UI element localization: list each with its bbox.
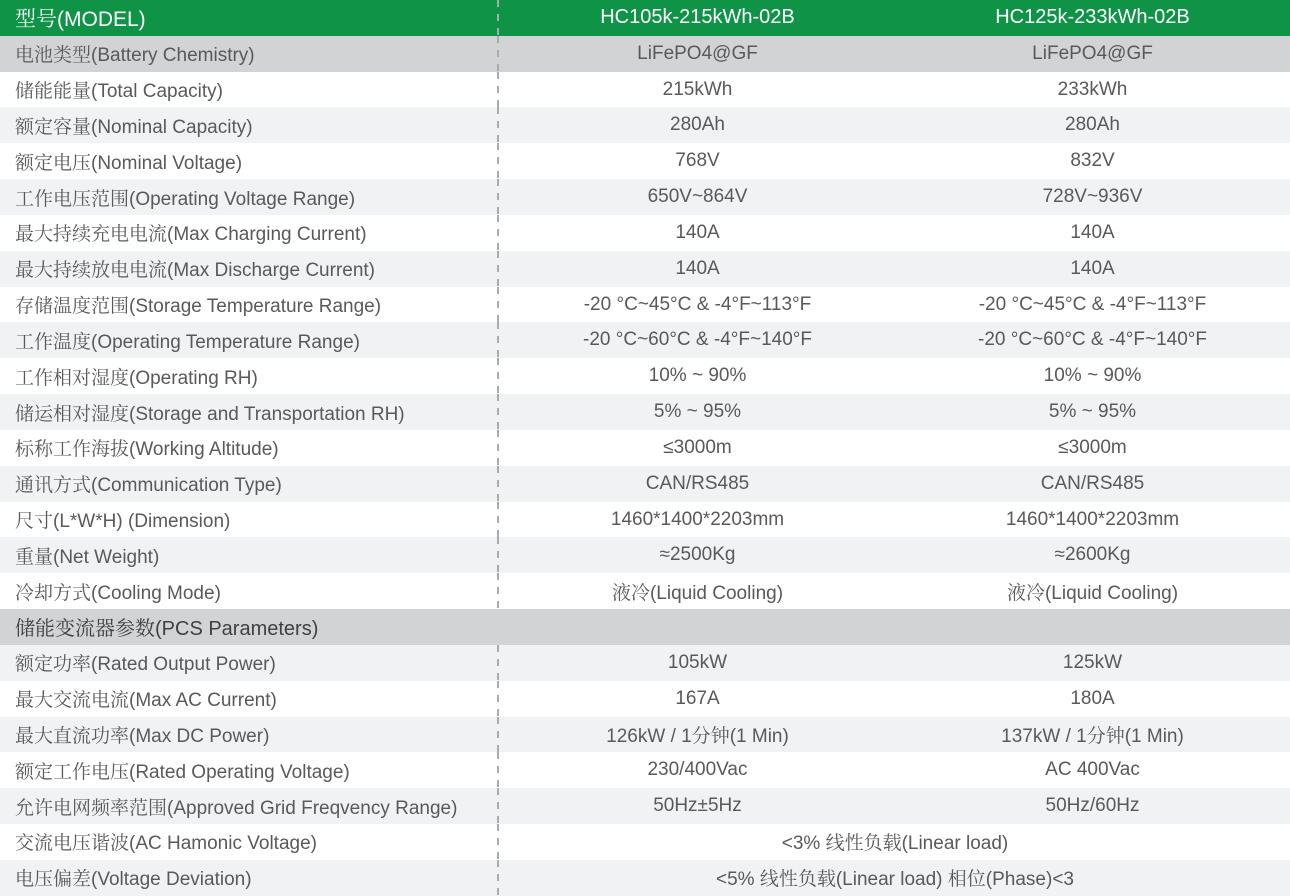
row-label: 通讯方式(Communication Type) (15, 475, 282, 497)
value-cell-1: 126kW / 1分钟(1 Min) (606, 725, 789, 747)
value-cell-2: 1460*1400*2203mm (1005, 508, 1180, 530)
row-label: 额定工作电压(Rated Operating Voltage) (15, 761, 350, 783)
table-header-row (0, 0, 1290, 36)
row-label: 标称工作海拔(Working Altitude) (15, 439, 279, 461)
table-row (0, 72, 1290, 108)
value-cell-2: 280Ah (1065, 114, 1120, 136)
value-cell-2: ≤3000m (1058, 436, 1127, 458)
row-label: 额定容量(Nominal Capacity) (15, 116, 253, 138)
table-row (0, 860, 1290, 896)
value-cell-2: 180A (1070, 687, 1115, 709)
table-body (0, 36, 1290, 896)
table-row (0, 358, 1290, 394)
value-cell-1: 140A (675, 221, 720, 243)
row-label: 储能变流器参数(PCS Parameters) (15, 618, 319, 641)
row-label: 最大持续充电电流(Max Charging Current) (15, 224, 367, 246)
table-row (0, 466, 1290, 502)
model-header-label: 型号(MODEL) (15, 7, 146, 31)
row-label: 存储温度范围(Storage Temperature Range) (15, 296, 382, 318)
table-row (0, 824, 1290, 860)
value-cell-1: LiFePO4@GF (637, 42, 758, 64)
row-label: 最大持续放电电流(Max Discharge Current) (15, 260, 375, 282)
row-label: 重量(Net Weight) (15, 546, 160, 568)
value-cell-2: AC 400Vac (1045, 759, 1140, 781)
value-cell-1: ≈2500Kg (659, 544, 736, 566)
row-label: 冷却方式(Cooling Mode) (15, 582, 221, 604)
value-cell-2: 140A (1070, 257, 1115, 279)
table-row (0, 143, 1290, 179)
value-cell-2: -20 °C~45°C & -4°F~113°F (978, 293, 1207, 315)
table-row (0, 752, 1290, 788)
table-row (0, 36, 1290, 72)
table-row (0, 788, 1290, 824)
table-row (0, 107, 1290, 143)
value-cell-2: 728V~936V (1042, 186, 1143, 208)
value-cell-2: 50Hz/60Hz (1045, 795, 1140, 817)
table-row (0, 322, 1290, 358)
row-label: 允许电网频率范围(Approved Grid Freqvency Range) (15, 797, 458, 819)
table-row (0, 537, 1290, 573)
table-row (0, 215, 1290, 251)
row-label: 工作温度(Operating Temperature Range) (15, 331, 360, 353)
value-cell-2: 137kW / 1分钟(1 Min) (1001, 725, 1184, 747)
value-cell-1: -20 °C~45°C & -4°F~113°F (583, 293, 812, 315)
table-row (0, 681, 1290, 717)
row-label: 电池类型(Battery Chemistry) (15, 45, 255, 67)
table-row (0, 502, 1290, 538)
value-cell-1: 1460*1400*2203mm (610, 508, 785, 530)
value-cell-2: ≈2600Kg (1054, 544, 1131, 566)
value-cell-1: 10% ~ 90% (648, 365, 747, 387)
value-cell-1: 768V (675, 150, 720, 172)
table-row (0, 394, 1290, 430)
value-cell-2: 液冷(Liquid Cooling) (1006, 582, 1179, 604)
table-row (0, 287, 1290, 323)
row-label: 最大直流功率(Max DC Power) (15, 725, 270, 747)
row-label: 交流电压谐波(AC Hamonic Voltage) (15, 833, 317, 855)
table-row (0, 573, 1290, 609)
value-cell-2: CAN/RS485 (1040, 472, 1145, 494)
value-cell-2: 832V (1070, 150, 1115, 172)
value-cell-1: -20 °C~60°C & -4°F~140°F (583, 329, 812, 351)
section-header-row (0, 609, 1290, 645)
value-cell-2: 140A (1070, 221, 1115, 243)
row-label: 额定功率(Rated Output Power) (15, 654, 276, 676)
model-header-col2: HC125k-233kWh-02B (995, 6, 1190, 29)
row-label: 额定电压(Nominal Voltage) (15, 152, 243, 174)
row-label: 尺寸(L*W*H) (Dimension) (15, 511, 231, 532)
value-cell-2: LiFePO4@GF (1032, 42, 1153, 64)
value-cell-1: 140A (675, 257, 720, 279)
value-cell-1: 5% ~ 95% (653, 401, 742, 423)
value-cell-1: 650V~864V (647, 186, 748, 208)
row-label: 最大交流电流(Max AC Current) (15, 690, 277, 712)
row-label: 电压偏差(Voltage Deviation) (15, 869, 252, 891)
value-cell-1: 105kW (667, 651, 728, 673)
row-label: 储能能量(Total Capacity) (15, 81, 223, 103)
value-cell-1: 280Ah (670, 114, 725, 136)
value-cell-2: 5% ~ 95% (1048, 401, 1137, 423)
value-cell-2: 10% ~ 90% (1043, 365, 1142, 387)
row-label: 储运相对湿度(Storage and Transportation RH) (15, 403, 405, 425)
table-row (0, 645, 1290, 681)
value-cell-1: CAN/RS485 (645, 472, 750, 494)
value-cell-span: <3% 线性负载(Linear load) (781, 833, 1009, 855)
row-label: 工作电压范围(Operating Voltage Range) (15, 188, 356, 210)
row-label: 工作相对湿度(Operating RH) (15, 367, 258, 389)
value-cell-1: 液冷(Liquid Cooling) (611, 582, 784, 604)
value-cell-2: 233kWh (1057, 78, 1128, 100)
value-cell-1: 167A (675, 687, 720, 709)
value-cell-1: ≤3000m (663, 436, 732, 458)
table-row (0, 251, 1290, 287)
value-cell-span: <5% 线性负载(Linear load) 相位(Phase)<3 (716, 869, 1074, 891)
model-header-col1: HC105k-215kWh-02B (600, 6, 795, 29)
table-row (0, 179, 1290, 215)
value-cell-1: 50Hz±5Hz (653, 795, 742, 817)
table-row (0, 717, 1290, 753)
value-cell-1: 215kWh (662, 78, 733, 100)
value-cell-2: 125kW (1062, 651, 1123, 673)
value-cell-1: 230/400Vac (647, 759, 748, 781)
value-cell-2: -20 °C~60°C & -4°F~140°F (978, 329, 1207, 351)
table-row (0, 430, 1290, 466)
